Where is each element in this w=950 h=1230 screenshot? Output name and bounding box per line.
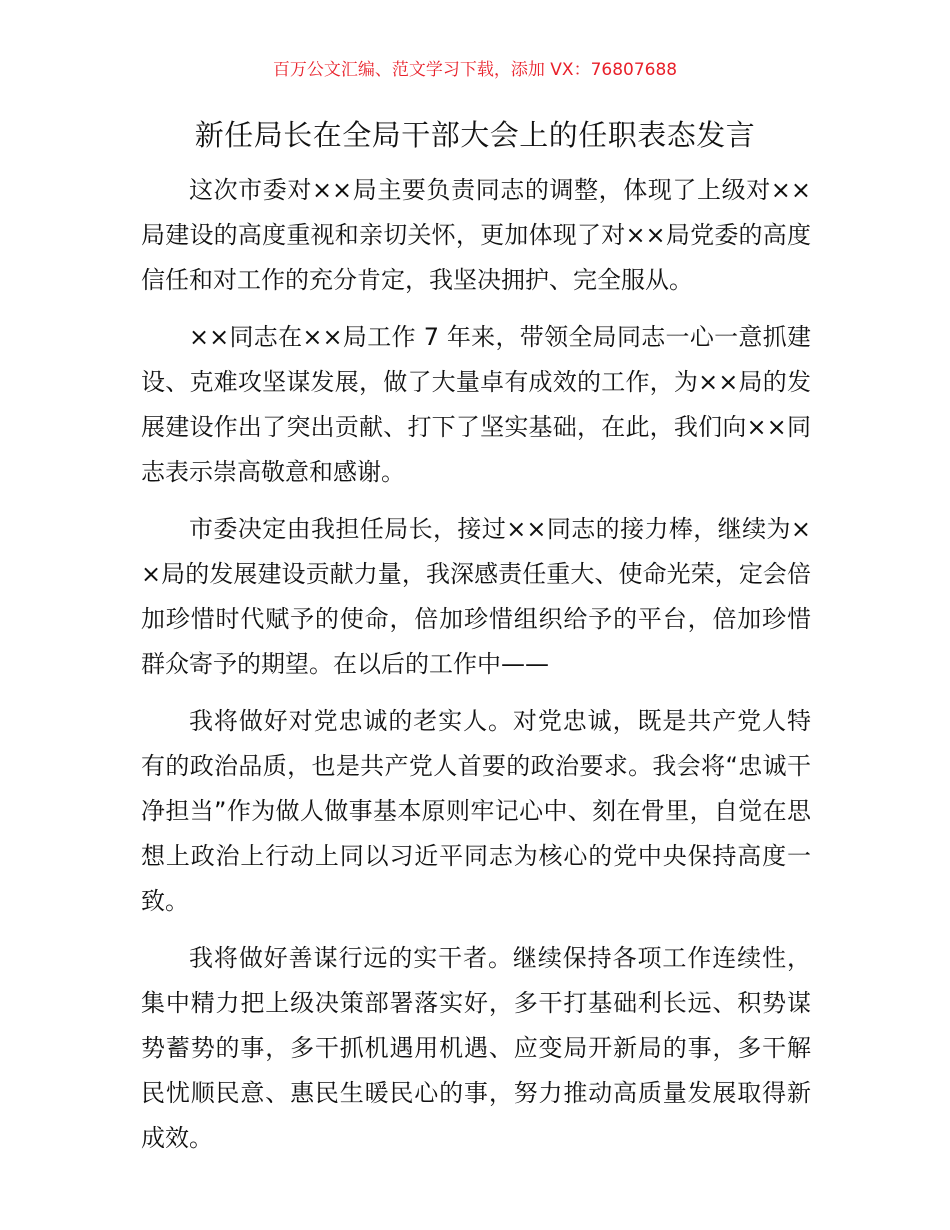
paragraph: 我将做好善谋行远的实干者。继续保持各项工作连续性，集中精力把上级决策部署落实好，多干打基础利长远、积势谋势蓄势的事，多干抓机遇用机遇、应变局开新局的事，多干解民忧顺民意、惠民生暖民心的事，努力推动高质量发展取得新成效。 (141, 944, 811, 1152)
paragraph: ××同志在××局工作 7 年来，带领全局同志一心一意抓建设、克难攻坚谋发展，做了大量卓有成效的工作，为××局的发展建设作出了突出贡献、打下了坚实基础，在此，我们向××同志表示崇高敬意和感谢。 (141, 323, 811, 486)
paragraph: 我将做好对党忠诚的老实人。对党忠诚，既是共产党人特有的政治品质，也是共产党人首要的政治要求。我会将“忠诚干净担当”作为做人做事基本原则牢记心中、刻在骨里，自觉在思想上政治上行动上同以习近平同志为核心的党中央保持高度一致。 (141, 707, 811, 915)
header-notice: 百万公文汇编、范文学习下载，添加 VX：76807688 (272, 60, 678, 80)
paragraph: 这次市委对××局主要负责同志的调整，体现了上级对××局建设的高度重视和亲切关怀，更加体现了对××局党委的高度信任和对工作的充分肯定，我坚决拥护、完全服从。 (141, 176, 811, 294)
document-body (141, 168, 811, 1173)
paragraph: 市委决定由我担任局长，接过××同志的接力棒，继续为××局的发展建设贡献力量，我深感责任重大、使命光荣，定会倍加珍惜时代赋予的使命，倍加珍惜组织给予的平台，倍加珍惜群众寄予的期望。在以后的工作中—— (141, 515, 811, 678)
document-title: 新任局长在全局干部大会上的任职表态发言 (194, 118, 756, 152)
